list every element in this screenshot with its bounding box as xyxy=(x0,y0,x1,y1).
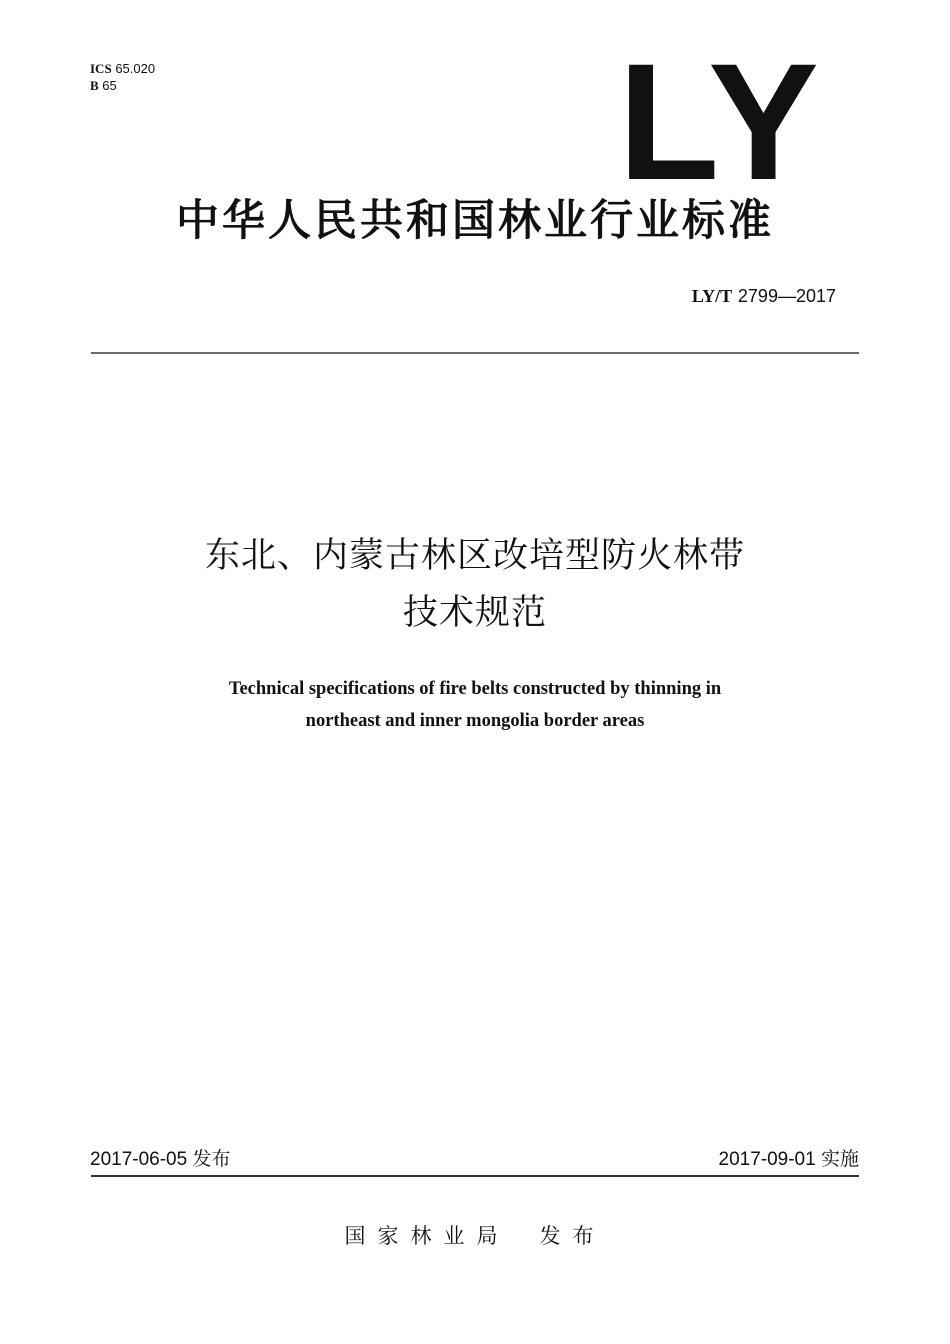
ics-value: 65.020 xyxy=(115,61,156,76)
standard-number xyxy=(692,286,836,307)
publisher-label: 发布 xyxy=(539,1224,606,1248)
implementation-date-label: 实施 xyxy=(820,1148,859,1170)
standard-number-prefix: LY/T xyxy=(691,286,733,306)
ccs-code-line xyxy=(90,77,155,94)
issue-date-value: 2017-06-05 xyxy=(90,1149,188,1170)
header-divider xyxy=(91,352,859,354)
title-cn-line-1: 东北、内蒙古林区改培型防火林带 xyxy=(204,536,745,576)
standard-number-value: 2799—2017 xyxy=(737,286,836,306)
issue-date-label: 发布 xyxy=(192,1148,231,1170)
issue-date xyxy=(90,1144,231,1171)
implementation-date xyxy=(719,1144,860,1171)
title-en-line-2: northeast and inner mongolia border areas xyxy=(305,711,645,731)
publisher-name: 国家林业局 xyxy=(344,1224,510,1248)
ics-code-line xyxy=(90,60,155,77)
title-cn-line-2: 技术规范 xyxy=(402,593,547,633)
classification-block xyxy=(90,60,155,94)
ly-logo: LY xyxy=(618,30,823,215)
document-title-chinese xyxy=(0,528,950,642)
title-en-line-1: Technical specifications of fire belts constructed by thinning in xyxy=(228,679,722,699)
publisher-line xyxy=(0,1220,950,1250)
implementation-date-value: 2017-09-01 xyxy=(718,1149,816,1170)
footer-divider xyxy=(91,1175,859,1177)
standard-title: 中华人民共和国林业行业标准 xyxy=(176,196,774,246)
ccs-label: B xyxy=(90,78,99,93)
document-title-english xyxy=(0,673,950,737)
ics-label: ICS xyxy=(90,61,112,76)
ccs-value: 65 xyxy=(102,78,117,93)
